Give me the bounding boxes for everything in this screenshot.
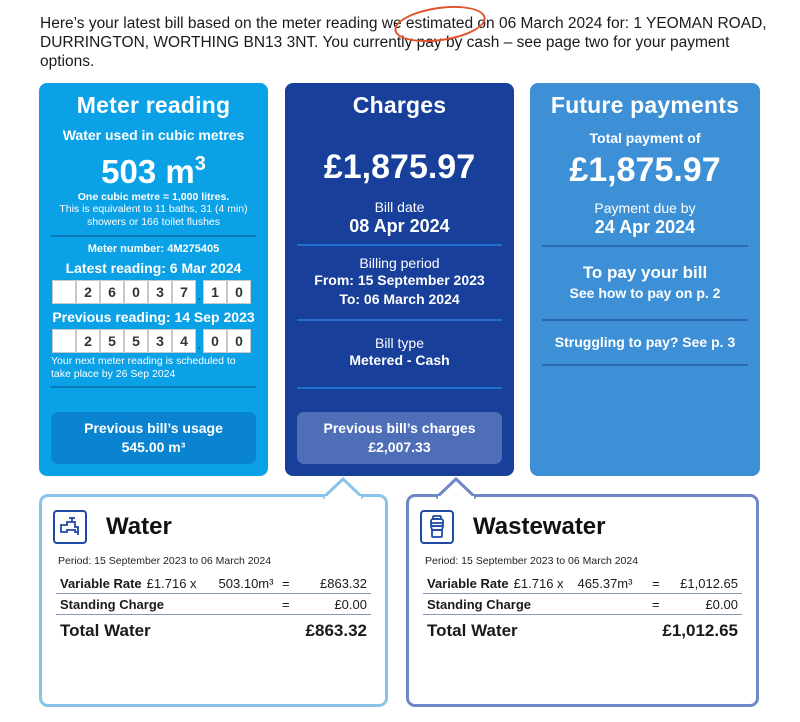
meter-subtitle: Water used in cubic metres: [62, 127, 245, 143]
notch-pointer: [323, 477, 363, 499]
bill-type: Metered - Cash: [349, 352, 450, 368]
standing-charge-row: Standing Charge = £0.00: [56, 594, 371, 615]
variable-rate-row: Variable Rate £1.716 x 503.10m³ = £863.32: [56, 573, 371, 594]
divider: [297, 387, 502, 389]
notch-pointer: [436, 477, 476, 499]
intro-before: Here’s your latest bill based on the meter reading we: [40, 15, 406, 32]
charges-title: Charges: [352, 92, 447, 118]
divider: [297, 319, 502, 321]
decimal-point: .: [197, 336, 202, 352]
divider: [542, 364, 748, 366]
future-payments-card: [530, 83, 760, 476]
water-breakdown-card: [39, 494, 388, 707]
usage-value: 503 $m^3$: [101, 153, 206, 190]
payment-due-label: Payment due by: [594, 200, 696, 216]
charges-card: [285, 83, 514, 476]
intro-text: [40, 14, 770, 71]
wastewater-total-row: Total Water £1,012.65: [427, 621, 738, 640]
latest-reading-title: Latest reading: 6 Mar 2024: [65, 260, 242, 276]
billing-period-label: Billing period: [359, 255, 440, 271]
intro-after: on 06 March 2024 for: 1 YEOMAN ROAD, DURRINGTON, WORTHING BN13 3NT. You currently pay by cash – see page two for your payment options.: [40, 15, 767, 70]
water-title: Water: [106, 513, 172, 540]
bill-date-label: Bill date: [374, 199, 425, 215]
water-total-row: Total Water £863.32: [60, 621, 367, 640]
previous-usage-value: 545.00 m³: [121, 439, 186, 455]
meter-title: Meter reading: [76, 92, 231, 118]
divider: [542, 245, 748, 247]
toilet-icon: [420, 510, 454, 544]
total-payment-label: Total payment of: [589, 130, 701, 146]
variable-rate-row: Variable Rate £1.716 x 465.37m³ = £1,012.65: [423, 573, 742, 594]
meter-reading-card: [39, 83, 268, 476]
divider: [51, 235, 256, 237]
previous-reading-title: Previous reading: 14 Sep 2023: [52, 309, 255, 325]
wastewater-period: Period: 15 September 2023 to 06 March 2024: [425, 555, 639, 567]
divider: [51, 386, 256, 388]
next-reading-note: Your next meter reading is scheduled to take place by 26 Sep 2024: [51, 355, 236, 380]
pay-bill-title: To pay your bill: [582, 263, 708, 282]
bill-type-label: Bill type: [374, 335, 425, 351]
previous-reading-digits: 2 5 5 3 4 . 0 0: [52, 329, 268, 353]
wastewater-breakdown-card: [406, 494, 759, 707]
decimal-point: .: [197, 287, 202, 303]
wastewater-charges-table: [423, 573, 742, 645]
wastewater-title: Wastewater: [473, 513, 606, 540]
equivalent-note: This is equivalent to 11 baths, 31 (4 min) showers or 166 toilet flushes: [59, 203, 248, 228]
estimated-highlight: estimated: [405, 15, 474, 32]
billing-period-to: To: 06 March 2024: [339, 291, 460, 307]
charges-amount: £1,875.97: [323, 148, 476, 186]
cubic-metre-note: One cubic metre = 1,000 litres.: [77, 191, 230, 203]
standing-charge-row: Standing Charge = £0.00: [423, 594, 742, 615]
billing-period-from: From: 15 September 2023: [314, 272, 485, 288]
payment-due-date: 24 Apr 2024: [594, 217, 696, 237]
tap-icon: [53, 510, 87, 544]
struggling-link[interactable]: Struggling to pay? See p. 3: [554, 334, 736, 350]
total-payment-amount: £1,875.97: [569, 151, 721, 189]
future-title: Future payments: [550, 92, 740, 118]
water-charges-table: [56, 573, 371, 645]
previous-charges-box: [297, 412, 502, 464]
meter-number: Meter number: 4M275405: [87, 243, 220, 255]
previous-usage-box: [51, 412, 256, 464]
previous-usage-label: Previous bill’s usage: [84, 420, 223, 436]
previous-charges-value: £2,007.33: [368, 439, 431, 455]
divider: [542, 319, 748, 321]
latest-reading-digits: 2 6 0 3 7 . 1 0: [52, 280, 268, 304]
water-period: Period: 15 September 2023 to 06 March 2024: [58, 555, 272, 567]
bill-date: 08 Apr 2024: [349, 216, 450, 236]
previous-charges-label: Previous bill’s charges: [323, 420, 476, 436]
pay-bill-link[interactable]: See how to pay on p. 2: [569, 285, 721, 301]
divider: [297, 244, 502, 246]
